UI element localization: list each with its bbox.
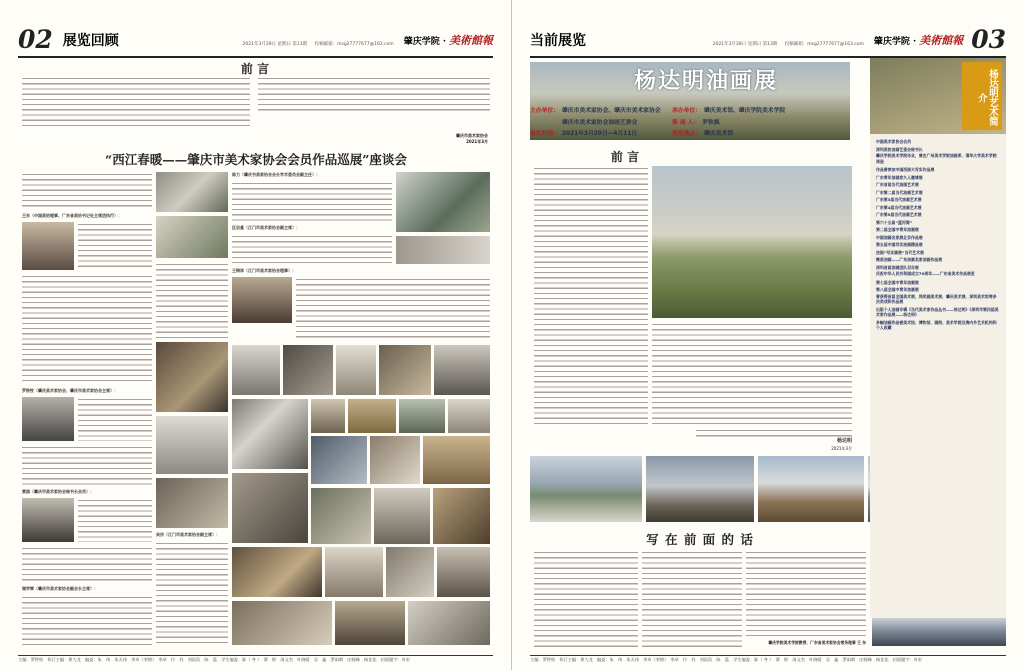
artwork-image	[156, 172, 228, 212]
artwork-image	[232, 601, 332, 645]
featured-painting	[652, 166, 852, 318]
artwork-image	[232, 473, 308, 543]
bio-item: 法国“写实画展”当代艺术展	[876, 249, 924, 255]
bio-item: 出版个人油画专辑《当代美术家作品丛书——杨达明》《深圳市第四届美术家作品展——杨达明》	[876, 306, 999, 317]
artist-portrait	[870, 58, 1006, 134]
foreword-text-col1	[22, 76, 250, 130]
bio-list	[876, 138, 1000, 608]
speaker-text	[22, 445, 152, 485]
painting	[758, 456, 864, 522]
bio-item: 深圳美协油画艺委会秘书长	[876, 146, 923, 152]
curator-value: 罗铁枫	[702, 119, 720, 126]
foreword-text-col1	[534, 166, 648, 424]
artwork-image	[156, 342, 228, 412]
masthead-brand: 美術館報	[449, 34, 493, 47]
bio-item: 曾获得首届全国美术展、同奖画美术展、肇庆美术展、深圳美术馆等多次奖项和作品展	[876, 293, 997, 304]
artwork-image	[434, 345, 490, 395]
speaker-text	[296, 277, 490, 341]
speaker-heading: 谢学辉（肇庆市美术家协会副会长主席）：	[22, 586, 98, 591]
artwork-image	[311, 436, 367, 484]
sidebar-title: 杨达明艺术简介	[962, 62, 1002, 130]
painting	[646, 456, 754, 522]
bio-item: 中国油画名家展北京作品展	[876, 234, 923, 240]
speaker-text	[78, 397, 152, 441]
header-meta	[707, 41, 864, 47]
artwork-image	[348, 399, 396, 433]
issue-date: 2021年3月28日 星期日 第13期	[712, 42, 778, 47]
page-right	[512, 0, 1024, 670]
foreword-text-col2	[652, 322, 852, 424]
bio-item: 第二届全国中青年油画展	[876, 227, 919, 232]
symposium-title: “西江春暖——肇庆市美术家协会会员作品巡展”座谈会	[105, 152, 407, 167]
host-value: 肇庆市美术家协会、肇庆市美术家协会	[562, 108, 661, 114]
artist-bio-sidebar	[870, 58, 1006, 618]
essay-text-col1	[534, 550, 638, 650]
artwork-image	[232, 345, 280, 395]
foreword-title: 前 言	[240, 62, 270, 76]
info-label: 主办单位：	[530, 108, 559, 114]
page-header-right	[530, 22, 1006, 58]
essay-text-col2	[642, 550, 742, 650]
undertake-value: 肇庆美术馆、肇庆学院美术学院	[704, 108, 786, 114]
artwork-image	[156, 416, 228, 474]
speaker-text	[78, 222, 152, 270]
page-number: 02	[18, 25, 53, 54]
foreword-signature: 杨达明 2021年3月	[831, 438, 852, 451]
artwork-image	[370, 436, 420, 484]
artwork-image	[423, 436, 490, 484]
artwork-image	[386, 547, 434, 597]
artwork-image	[374, 488, 430, 544]
foreword-title: 前 言	[610, 150, 640, 164]
bio-item: 微美油画——广东油画名家油画作品展	[876, 257, 943, 262]
speaker-heading: 陈力（肇庆书美家协会会长学术委员会副主任）：	[232, 172, 320, 177]
artwork-image	[396, 236, 490, 264]
page-footer-left: 主编：罗铁牧 执行主编：黄大龙 编委：朱 伟 朱天伟 李卓（李锦） 李卓 付 苏 刘国浩 陈 蓝 学生编委：陈（ 冬 ） 谭 婷 汤文杰 叶晓晴 吴 鑫 罗雨晴 庄晓峰 杨佳佳 封面题字：叶宏	[18, 655, 493, 663]
bio-item: 广东青年油画家九人邀请展	[876, 174, 923, 180]
bio-item: 多幅油画作品被美术馆、博物馆、画院、美术学院及海内外艺术机构和个人收藏	[876, 319, 997, 330]
masthead	[874, 32, 963, 48]
bio-item: 深圳首届油画团队双年展	[876, 264, 919, 270]
foreword-signature: 肇庆市美术家协会 2021年3月	[456, 133, 488, 144]
artwork-image	[335, 601, 405, 645]
page-footer-right: 主编：罗铁牧 执行主编：黄大龙 编委：朱 伟 朱天伟 李卓（李锦） 李卓 付 苏 刘国浩 陈 蓝 学生编委：陈（ 冬 ） 谭 婷 汤文杰 叶晓晴 吴 鑫 罗雨晴 庄晓峰 杨佳佳 封面题字：叶宏	[530, 655, 1006, 663]
speaker-text	[22, 546, 152, 582]
header-meta	[237, 41, 394, 47]
host-value-2: 肇庆市美术家协会油画艺委会	[562, 119, 638, 126]
foreword-text-col2	[258, 76, 490, 114]
speaker-text	[156, 541, 228, 645]
speaker-heading: 王锦祥（江门市美术家协会理事）：	[232, 268, 296, 273]
symposium-intro	[22, 172, 152, 210]
artwork-image	[399, 399, 445, 433]
bio-item: 第七届全国中青年油画展	[876, 279, 919, 285]
bio-item: 第六十五届“蓝河湾”	[876, 219, 913, 225]
speaker-text	[156, 262, 228, 338]
masthead-brand: 美術館報	[919, 34, 964, 47]
artwork-image	[396, 172, 490, 232]
info-label: 展览地点：	[672, 131, 701, 138]
bio-item: 广东第4届当代油画艺术展	[876, 204, 922, 210]
bio-item: 中国美术家协会会员	[876, 139, 912, 144]
speaker-photo	[22, 222, 74, 270]
speaker-heading: 王东（中国美协理事、广东省美协书记处主席团执行）：	[22, 213, 122, 218]
masthead	[404, 32, 493, 48]
info-label: 承办单位：	[672, 108, 701, 114]
artwork-image	[448, 399, 490, 433]
speaker-heading: 吴宗（江门市美术家协会副主席）：	[156, 532, 220, 537]
artwork-image	[311, 488, 371, 544]
artwork-image	[232, 547, 322, 597]
bio-item: 广东第5届当代油画艺术展	[876, 212, 922, 217]
time-value: 2021年3月20日—4月11日	[562, 131, 638, 138]
speaker-text	[22, 274, 152, 384]
section-title: 展览回顾	[62, 33, 119, 49]
artwork-image	[156, 478, 228, 528]
speaker-text	[232, 234, 392, 264]
masthead-school: 肇庆学院 ·	[873, 37, 917, 47]
venue-value: 肇庆美术馆	[704, 131, 733, 138]
issue-date: 2021年3月28日 星期日 第13期	[242, 42, 308, 47]
artwork-image	[156, 216, 228, 258]
speaker-text	[22, 595, 152, 645]
exhibition-info	[530, 105, 850, 140]
bio-item: 作品曾参加中国西部大写实作品展	[876, 167, 935, 172]
exhibition-title: 杨达明油画展	[634, 68, 779, 94]
speaker-text	[232, 181, 392, 221]
bio-item: 第五届中国写实油画精品展	[876, 242, 923, 247]
artwork-image	[283, 345, 333, 395]
info-label: 展览时间：	[530, 131, 559, 138]
speaker-photo	[22, 498, 74, 542]
speaker-text	[78, 498, 152, 542]
artwork-image	[232, 399, 308, 469]
page-number: 03	[971, 25, 1006, 54]
artwork-image	[311, 399, 345, 433]
masthead-school: 肇庆学院 ·	[403, 37, 446, 47]
info-label: 策 展 人：	[672, 119, 700, 126]
artwork-image	[325, 547, 383, 597]
bio-item: 肇庆学院美术学院毕业，曾在广州美术学院油画系、清华大学美术学院深造	[876, 153, 997, 164]
bio-item: 庆祝中华人民共和国成立70周年——广东省美术作品展览	[876, 271, 975, 276]
bio-item: 广东首届当代油画艺术展	[876, 182, 919, 187]
artwork-image	[379, 345, 431, 395]
bio-item: 广东第二届当代油画艺术展	[876, 189, 923, 195]
submission-email: 投稿邮箱：msg27777677@163.com	[314, 42, 394, 47]
bio-item: 广东第3届当代油画艺术展	[876, 197, 922, 202]
artwork-image	[433, 488, 490, 544]
bio-item: 第八届全国中青年油画展	[876, 287, 919, 292]
artwork-image	[336, 345, 376, 395]
essay-text-col3	[746, 550, 866, 636]
page-header-left	[18, 22, 493, 58]
foreword-text-col3	[696, 428, 852, 438]
essay-signature: 肇庆学院美术学院教授、广东省美术家协会常务理事 王 东	[768, 640, 866, 645]
speaker-photo	[22, 397, 74, 441]
artwork-image	[408, 601, 490, 645]
speaker-heading: 罗铁牧（肇庆美术家协会、肇庆市美术家协会主席）：	[22, 388, 118, 393]
painting	[530, 456, 642, 522]
speaker-heading: 区启基（江门市美术家协会副主席）：	[232, 225, 300, 230]
submission-email: 投稿邮箱：msg27777677@163.com	[784, 42, 864, 47]
artwork-image	[437, 547, 490, 597]
speaker-photo	[232, 277, 292, 323]
section-title: 当前展览	[530, 33, 586, 49]
essay-title: 写 在 前 面 的 话	[646, 532, 754, 547]
speaker-heading: 黄国（肇庆市美术家协会秘书长会员）：	[22, 489, 94, 494]
